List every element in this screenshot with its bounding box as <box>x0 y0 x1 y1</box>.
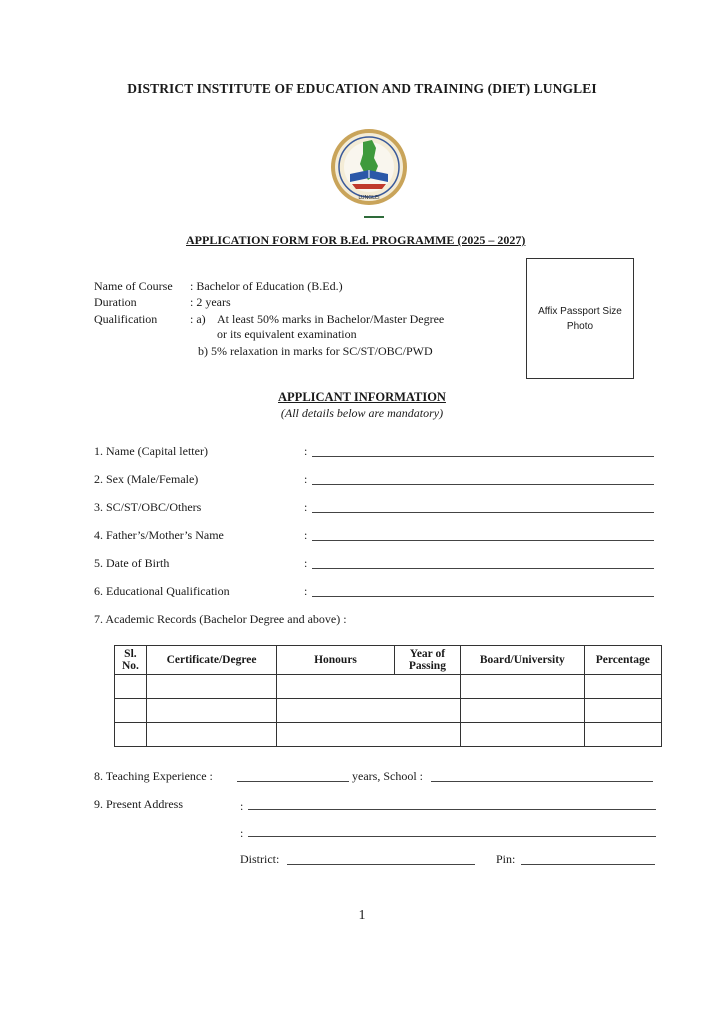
address-colon-2: : <box>240 826 244 840</box>
page-number: 1 <box>358 908 366 923</box>
teaching-school-line[interactable] <box>431 781 653 782</box>
institute-title: DISTRICT INSTITUTE OF EDUCATION AND TRAINING (DIET) LUNGLEI <box>127 81 597 96</box>
table-row[interactable] <box>115 675 662 699</box>
field-name-colon: : <box>304 444 308 458</box>
col-honours: Honours <box>277 646 395 675</box>
course-name-value: : Bachelor of Education (B.Ed.) <box>190 279 343 293</box>
col-sl-no: Sl. No. <box>115 646 147 675</box>
field-category-line[interactable] <box>312 512 654 513</box>
col-certificate: Certificate/Degree <box>146 646 276 675</box>
table-row[interactable] <box>115 699 662 723</box>
course-name-label: Name of Course <box>94 279 173 293</box>
teaching-years-label: years, School : <box>352 769 423 783</box>
photo-box-line2: Photo <box>566 320 594 332</box>
field-category-colon: : <box>304 500 308 514</box>
address-line-1[interactable] <box>248 809 656 810</box>
field-dob-colon: : <box>304 556 308 570</box>
applicant-info-title: APPLICANT INFORMATION <box>278 390 446 404</box>
field-sex-label: 2. Sex (Male/Female) <box>94 472 199 486</box>
col-year-of-passing: Year of Passing <box>394 646 460 675</box>
field-academic-records-label: 7. Academic Records (Bachelor Degree and above) : <box>94 612 347 626</box>
field-sex-line[interactable] <box>312 484 654 485</box>
field-parent-name-colon: : <box>304 528 308 542</box>
institute-logo <box>330 128 408 206</box>
field-education-colon: : <box>304 584 308 598</box>
qualification-b: b) 5% relaxation in marks for SC/ST/OBC/PWD <box>198 344 433 358</box>
field-name-label: 1. Name (Capital letter) <box>94 444 208 458</box>
field-parent-name-label: 4. Father’s/Mother’s Name <box>94 528 224 542</box>
pin-label: Pin: <box>496 852 516 866</box>
teaching-years-line[interactable] <box>237 781 349 782</box>
field-name-line[interactable] <box>312 456 654 457</box>
qualification-a-prefix: : a) <box>190 312 206 326</box>
col-percentage: Percentage <box>584 646 661 675</box>
address-line-2[interactable] <box>248 836 656 837</box>
field-dob-line[interactable] <box>312 568 654 569</box>
district-label: District: <box>240 852 280 866</box>
address-colon-1: : <box>240 799 244 813</box>
present-address-label: 9. Present Address <box>94 797 183 811</box>
duration-label: Duration <box>94 295 137 309</box>
table-row[interactable] <box>115 723 662 747</box>
passport-photo-box <box>526 258 634 379</box>
qualification-a-line1: At least 50% marks in Bachelor/Master Degree <box>217 312 445 326</box>
field-dob-label: 5. Date of Birth <box>94 556 170 570</box>
field-education-label: 6. Educational Qualification <box>94 584 230 598</box>
form-title: APPLICATION FORM FOR B.Ed. PROGRAMME (2025 – 2027) <box>186 233 526 247</box>
field-parent-name-line[interactable] <box>312 540 654 541</box>
field-category-label: 3. SC/ST/OBC/Others <box>94 500 202 514</box>
applicant-info-subtitle: (All details below are mandatory) <box>280 406 444 420</box>
logo-text: LUNGLEI <box>358 195 380 201</box>
teaching-experience-label: 8. Teaching Experience : <box>94 769 213 783</box>
field-education-line[interactable] <box>312 596 654 597</box>
duration-value: : 2 years <box>190 295 231 309</box>
photo-box-line1: Affix Passport Size <box>538 305 622 317</box>
pin-line[interactable] <box>521 864 655 865</box>
table-header-row <box>115 646 662 675</box>
col-board-university: Board/University <box>461 646 584 675</box>
logo-underline <box>364 216 384 218</box>
academic-records-table <box>114 645 662 747</box>
qualification-label: Qualification <box>94 312 158 326</box>
district-line[interactable] <box>287 864 475 865</box>
field-sex-colon: : <box>304 472 308 486</box>
qualification-a-line2: or its equivalent examination <box>217 327 357 341</box>
